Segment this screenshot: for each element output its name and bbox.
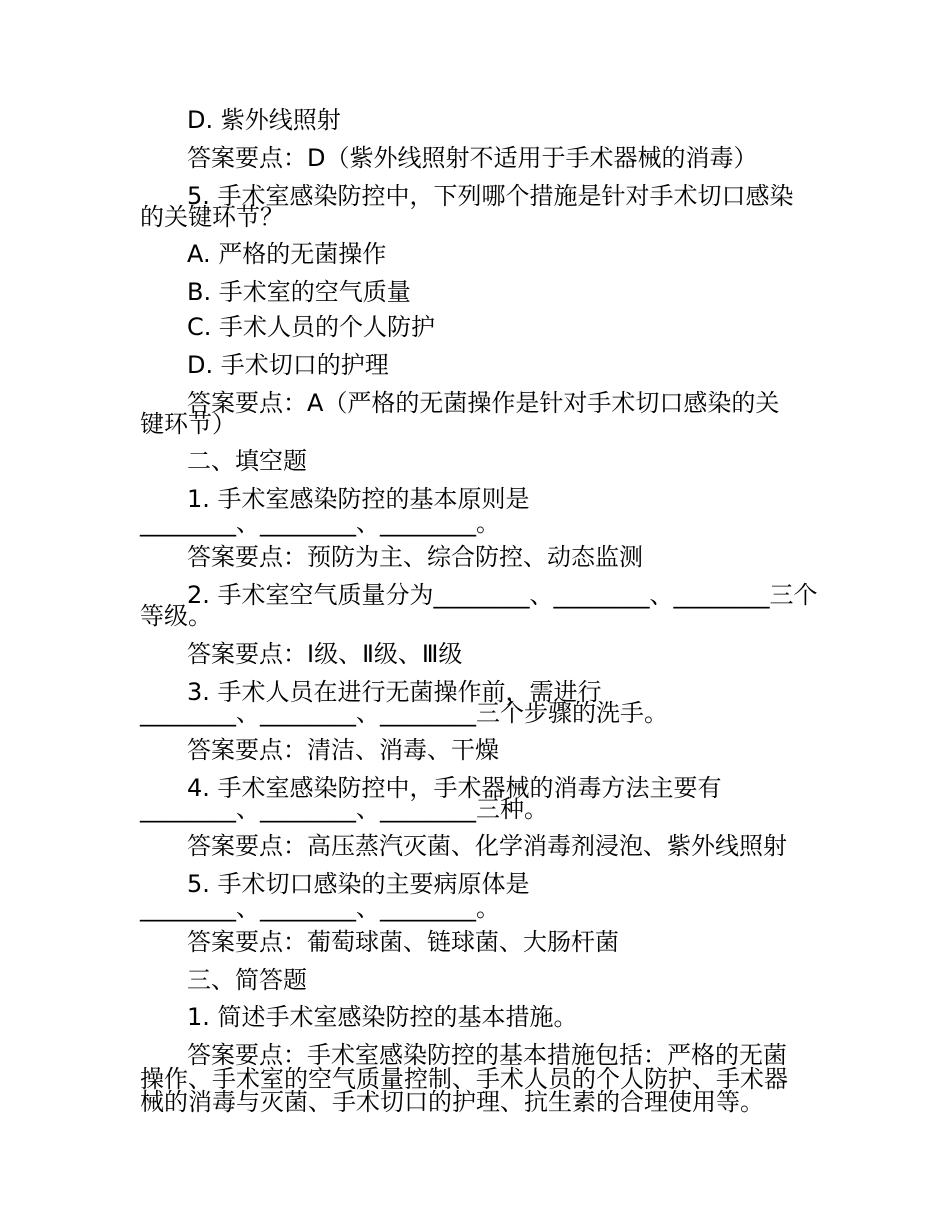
answer-q5-line2: 键环节） — [140, 410, 236, 438]
option-b: B. 手术室的空气质量 — [187, 278, 411, 306]
fill-answer-3: 答案要点：清洁、消毒、干燥 — [187, 736, 499, 764]
option-a: A. 严格的无菌操作 — [187, 240, 387, 268]
fill-q2-line2: 等级。 — [140, 602, 212, 630]
fill-q3-line2: ________、________、________三个步骤的洗手。 — [140, 699, 668, 727]
fill-answer-2: 答案要点：Ⅰ级、Ⅱ级、Ⅲ级 — [187, 640, 463, 668]
fill-q4-line1: 4. 手术室感染防控中，手术器械的消毒方法主要有 — [187, 774, 722, 802]
short-answer-1-line3: 械的消毒与灭菌、手术切口的护理、抗生素的合理使用等。 — [140, 1088, 764, 1116]
option-d: D. 手术切口的护理 — [187, 351, 389, 379]
fill-q3-line1: 3. 手术人员在进行无菌操作前，需进行 — [187, 678, 602, 706]
answer-q5-line1: 答案要点：A（严格的无菌操作是针对手术切口感染的关 — [187, 389, 780, 417]
fill-q5-blanks: ________、________、________。 — [140, 894, 500, 922]
option-d-uv: D. 紫外线照射 — [187, 106, 341, 134]
question-5-line2: 的关键环节？ — [140, 203, 284, 231]
option-c: C. 手术人员的个人防护 — [187, 313, 436, 341]
fill-q5-line1: 5. 手术切口感染的主要病原体是 — [187, 870, 530, 898]
fill-q1-line1: 1. 手术室感染防控的基本原则是 — [187, 485, 530, 513]
short-answer-1-line2: 操作、手术室的空气质量控制、手术人员的个人防护、手术器 — [140, 1065, 788, 1093]
fill-q2-line1: 2. 手术室空气质量分为________、________、________三个 — [187, 581, 818, 609]
short-q1: 1. 简述手术室感染防控的基本措施。 — [187, 1003, 578, 1031]
short-answer-1-line1: 答案要点：手术室感染防控的基本措施包括：严格的无菌 — [187, 1041, 787, 1069]
fill-q4-line2: ________、________、________三种。 — [140, 795, 548, 823]
fill-answer-4: 答案要点：高压蒸汽灭菌、化学消毒剂浸泡、紫外线照射 — [187, 832, 787, 860]
fill-q1-blanks: ________、________、________。 — [140, 509, 500, 537]
question-5-line1: 5. 手术室感染防控中，下列哪个措施是针对手术切口感染 — [187, 182, 794, 210]
fill-answer-5: 答案要点：葡萄球菌、链球菌、大肠杆菌 — [187, 928, 619, 956]
section-fill-in-heading: 二、填空题 — [187, 447, 307, 475]
fill-answer-1: 答案要点：预防为主、综合防控、动态监测 — [187, 543, 643, 571]
section-short-answer-heading: 三、简答题 — [187, 966, 307, 994]
answer-q4: 答案要点：D（紫外线照射不适用于手术器械的消毒） — [187, 144, 758, 172]
